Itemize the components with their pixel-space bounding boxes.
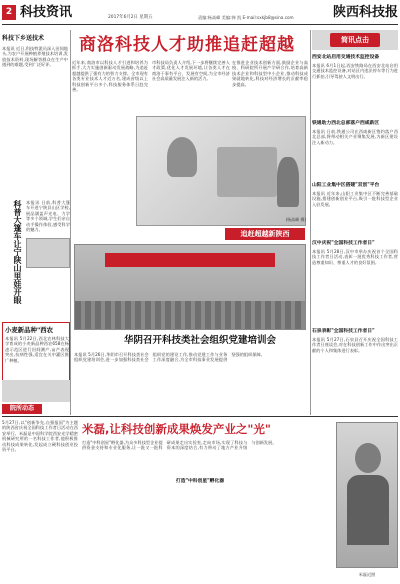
brief-item <box>312 120 398 180</box>
column-rule <box>310 30 311 415</box>
bottom-subhead: 打造"中科创星"孵化器 <box>175 479 225 484</box>
brief-body: 本报讯 近年来,山阳工业集中区不断完善基础设施,搭建创新创业平台,吸引一批科技型企业入驻发展。 <box>312 191 398 207</box>
photo-machine-icon <box>217 147 277 197</box>
masthead <box>0 0 400 30</box>
left-photo <box>26 238 70 268</box>
audience-icon <box>75 301 306 330</box>
left-corner-label: 院所动态 <box>2 404 42 414</box>
left-box-title: 小麦新品种"西农 <box>5 326 54 334</box>
lead-body-1: 近年来,商洛市以科技人才引进和培养为抓手,大力实施创新驱动发展战略,为追赶超越提供了强有力的智力支撑。全市现有各类专业技术人才近万名,建成省级以上科技创新平台多个,科技服务体系日趋完善。 <box>72 60 148 93</box>
left-vertical-title: 科普大篷车让宁陕山里娃开眼 <box>13 200 22 304</box>
brief-item <box>312 54 398 118</box>
brief-item <box>312 182 398 238</box>
left-title-1: 科技下乡送技术 <box>2 35 45 42</box>
section-title: 科技资讯 <box>20 5 73 20</box>
page-number-badge: 2 <box>2 5 16 20</box>
lead-photo <box>136 116 306 226</box>
left-body-1: 本报讯 近日,科技特派员深入田间地头,为农户开展种植养殖技术培训,发放技术资料,现场解答群众在生产中遇到的难题,受到广泛好评。 <box>2 46 68 68</box>
lead-pull-quote: 追赶超越新陕西 <box>225 228 305 240</box>
section-rule <box>2 416 398 417</box>
left-box-body: 本报讯 5月22日,西北农林科技大学育成的小麦新品种西农658在杨凌示范区进行田间测产,亩产表现突出,抗病性强,适宜在关中灌区推广种植。 <box>5 336 69 363</box>
issue-date: 2017年6月2日 星期五 <box>108 15 153 20</box>
portrait-body-icon <box>347 475 389 545</box>
editor-line: 责编:杨高峰 美编:韩 凯 E-mail:sxkjb8@sina.com <box>198 15 294 20</box>
story-body: 本报讯 5月26日,华阴市召开科技类社会组织党建培训会,进一步加强科技类社会组织党的建设工作,推动党建工作与业务工作深度融合,为全市科技事业发展提供坚强的组织保障。 <box>74 352 265 363</box>
photo-figure-icon <box>167 137 197 177</box>
brief-title: 铁通助力西北总部落户西咸新区 <box>312 121 380 126</box>
brief-body: 本报讯 6月1日起,西安铁路局在西安北站启用交通技术监控设备,对站区内违法停车等行为进行抓拍,引导驾驶人文明出行。 <box>312 63 398 79</box>
brief-body: 本报讯 5月28日,汉中市举办庆祝首个全国科技工作者日活动,表彰一批优秀科技工作者,营造尊重知识、尊重人才的良好氛围。 <box>312 249 398 265</box>
brief-body: 本报讯 5月27日,石泉县召开庆祝全国科技工作者日座谈会,对在科技创新工作中作出突出贡献的个人和集体进行表彰。 <box>312 337 398 353</box>
story-photo <box>74 244 306 330</box>
story-title: 华阴召开科技类社会组织党建培训会 <box>123 335 276 346</box>
bottom-photo-caption: 米磊近照 <box>358 572 376 577</box>
brief-title: 汉中庆祝"全国科技工作者日" <box>312 241 375 246</box>
brief-item <box>312 240 398 326</box>
stage-banner-icon <box>105 253 275 267</box>
lead-headline: 商洛科技人才助推追赶超越 <box>79 35 295 55</box>
lead-body-3: 在推进企业技术创新方面,鼓励企业与高校、科研院所开展产学研合作,培育高新技术企业和科技型中小企业,推动科技成果就地转化,科技对经济增长的贡献率稳步提高。 <box>232 60 308 87</box>
bottom-headline: 米磊,让科技创新成果焕发产业之"光" <box>82 422 271 436</box>
briefs-banner-label: 简讯点击 <box>330 33 380 47</box>
brief-title: 西安北站启用交通技术监控设备 <box>312 55 380 60</box>
column-rule <box>70 30 71 415</box>
bottom-photo <box>336 422 398 568</box>
left-corner-photo <box>2 380 70 402</box>
brief-item <box>312 328 398 412</box>
brand-logo: 陕西科技报 <box>332 5 398 20</box>
bottom-body: 打造"中科创星"孵化器,为众多科技型企业提供资金支持和专业化服务,让一批又一批科研成果走出实验室,走向市场,实现了科技与资本的深度结合,有力带动了地方产业升级与创新发展。 <box>82 440 277 451</box>
brief-list <box>312 54 398 414</box>
left-body-2: 本报讯 日前,科普大篷车开进宁陕县山区学校,展品涵盖声光电、力学等多个领域,学生们亲自动手操作体验,感受科学的魅力。 <box>26 200 70 233</box>
brief-title: 山阳工业集中区搭建"双创"平台 <box>312 183 380 188</box>
bottom-lead-body: 5月27日,以"创新争先,自强报国"为主题的陕西省庆祝全国科技工作者日活动在西安举行。米磊是中国科学院西安光学精密机械研究所的一名科技工作者,他积极推动科技成果转化,发起成立硬科技创业投资平台。 <box>2 420 78 453</box>
brief-body: 本报讯 日前,铁通公司在西咸新区签约落户西北总部,将带动相关产业聚集发展,为新区建设注入新动力。 <box>312 129 398 145</box>
lead-body-2: 市科技局负责人介绍,下一步将继续完善人才政策,优化人才发展环境,让各类人才在商洛干事有平台、发展有空间,为全市经济社会高质量发展注入新的活力。 <box>152 60 230 82</box>
photo-figure-icon <box>277 157 299 207</box>
briefs-banner <box>312 30 398 50</box>
masthead-rule <box>2 24 398 25</box>
brief-title: 石泉表彰"全国科技工作者日" <box>312 329 375 334</box>
portrait-head-icon <box>355 443 381 473</box>
lead-photo-caption: (杨高峰 摄) <box>285 217 306 222</box>
